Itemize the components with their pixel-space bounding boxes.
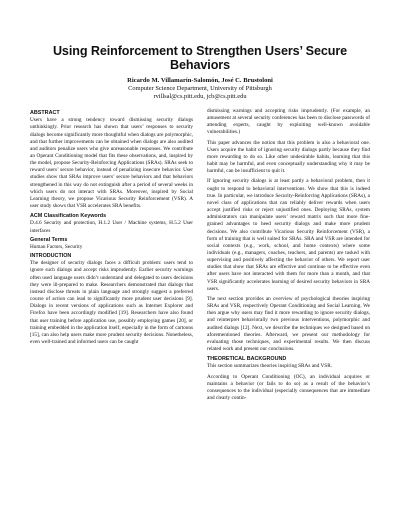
right-paragraph-5: This section summarizes theories inspiring SRAs and VSR. — [207, 363, 333, 370]
paper-title: Using Reinforcement to Strengthen Users’ Secure Behaviors — [52, 44, 348, 72]
general-terms-text: Human Factors, Security — [30, 243, 83, 250]
general-terms-heading: General Terms — [30, 236, 68, 243]
paper-affiliation: Computer Science Department, University of Pittsburgh — [128, 85, 272, 92]
paper-authors: Ricardo M. Villamarín-Salomón, José C. Brustoloni — [127, 77, 273, 84]
acm-heading: ACM Classification Keywords — [30, 213, 107, 220]
right-paragraph-3: If ignoring security dialogs is at least partly a behavioral problem, then it ought to respond to behavioral interventions. We show that this is indeed true. In particular, we introduce Security-Reinforcing Applications (SRAs), a novel class of applications that can reliably deliver rewards when users accept justified risks or reject unjustified ones. Deploying SRAs, system administrators can manipulate users’ reward matrix such that more fine-grained advantages to heed security dialogs and make more prudent decisions. We also contribute Vicarious Security Reinforcement (VSR), a form of training that is well suited for SRAs. SRA and VSR are intended for social contexts (e.g., work, school, and home contexts) where some individuals (e.g., managers, coaches, teachers, and parents) are tasked with supervising and positively affecting the behavior of others. We report user studies that show that SRAs are effective and continue to be effective even after users have not interacted with them for more than a month, and that VSR significantly accelerates learning of desired security behaviors in SRA users. — [207, 178, 370, 292]
right-paragraph-6: According to Operant Conditioning (OC), an individual acquires or maintains a behavior (or fails to do so) as a result of the behavior’s consequences to the individual (especially consequences that are immediate and clearly contin- — [207, 373, 370, 401]
acm-text: D.4.6 Security and protection, H.1.2 User / Machine systems, H.5.2 User interfaces — [30, 220, 193, 234]
theoretical-background-heading: THEORETICAL BACKGROUND — [207, 356, 287, 363]
abstract-heading: ABSTRACT — [30, 110, 60, 116]
right-paragraph-4: The next section provides an overview of psychological theories inspiring SRAs and VSR, respectively Operant Conditioning and Social Learning. We then argue why users may find it more rewarding to ignore security dialogs, and reinterpret behaviorally two previous interventions, polymorphic and audited dialogs [12]. Next, we describe the techniques we designed based on aforementioned theories. Afterward, we present our methodology for evaluating those techniques, and experimental results. We then discuss related work and present our conclusions. — [207, 295, 370, 352]
abstract-text: Users have a strong tendency toward dismissing security dialogs unthinkingly. Prior research has shown that users’ responses to security dialogs become significantly more thoughtful when dialogs are polymorphic, and that further improvements can be obtained when dialogs are also audited and auditors penalize users who give unreasonable responses. We contribute an Operant Conditioning model that fits these observations, and, inspired by the model, propose Security-Reinforcing Applications (SRAs). SRAs seek to reward users’ secure behavior, instead of penalizing insecure behavior. User studies show that SRAs improve users’ secure behaviors and that behaviors strengthened in this way do not extinguish after a period of several weeks in which users do not interact with SRAs. Moreover, inspired by Social Learning theory, we propose Vicarious Security Reinforcement (VSR). A user study shows that VSR accelerates SRA benefits. — [30, 117, 193, 210]
body-columns — [30, 108, 370, 405]
left-column — [30, 108, 193, 405]
right-paragraph-2: This paper advances the notion that this problem is also a behavioral one. Users acquire the habit of ignoring security dialogs partly because they find more rewarding to do so. Like other undesirable habits, learning that this habit may be harmful, and even conceptually understanding why it may be harmful, can be insufficient to quit it. — [207, 139, 370, 175]
introduction-heading: INTRODUCTION — [30, 253, 72, 260]
right-column — [207, 108, 370, 405]
right-paragraph-1: dismissing warnings and accepting risks imprudently. (For example, an amusement at several security conferences has been to disclose passwords of attending experts, caught by exploiting well-known avoidable vulnerabilities.) — [207, 108, 370, 136]
introduction-text: The designer of security dialogs faces a difficult problem: users tend to ignore such dialogs and accept risks imprudently. Earlier security warnings often used language users didn’t understand and delegated to users decisions they were ill-prepared to make. Researchers demonstrated that dialogs that instead disclose threats in plain language and strongly suggest a preferred course of action can lead to significantly more prudent user decisions [9]. Dialogs in recent versions of applications such as Internet Explorer and Firefox have been accordingly modified [19]. Researchers have also found that user training before application use, possibly employing games [20], or training embedded in the application itself, especially in the form of cartoons [15], can also help users make more prudent security decisions. Nonetheless, even well-trained and informed users can be caught — [30, 260, 193, 346]
paper-email: rvillsal@cs.pitt.edu, jcb@cs.pitt.edu — [153, 93, 247, 100]
